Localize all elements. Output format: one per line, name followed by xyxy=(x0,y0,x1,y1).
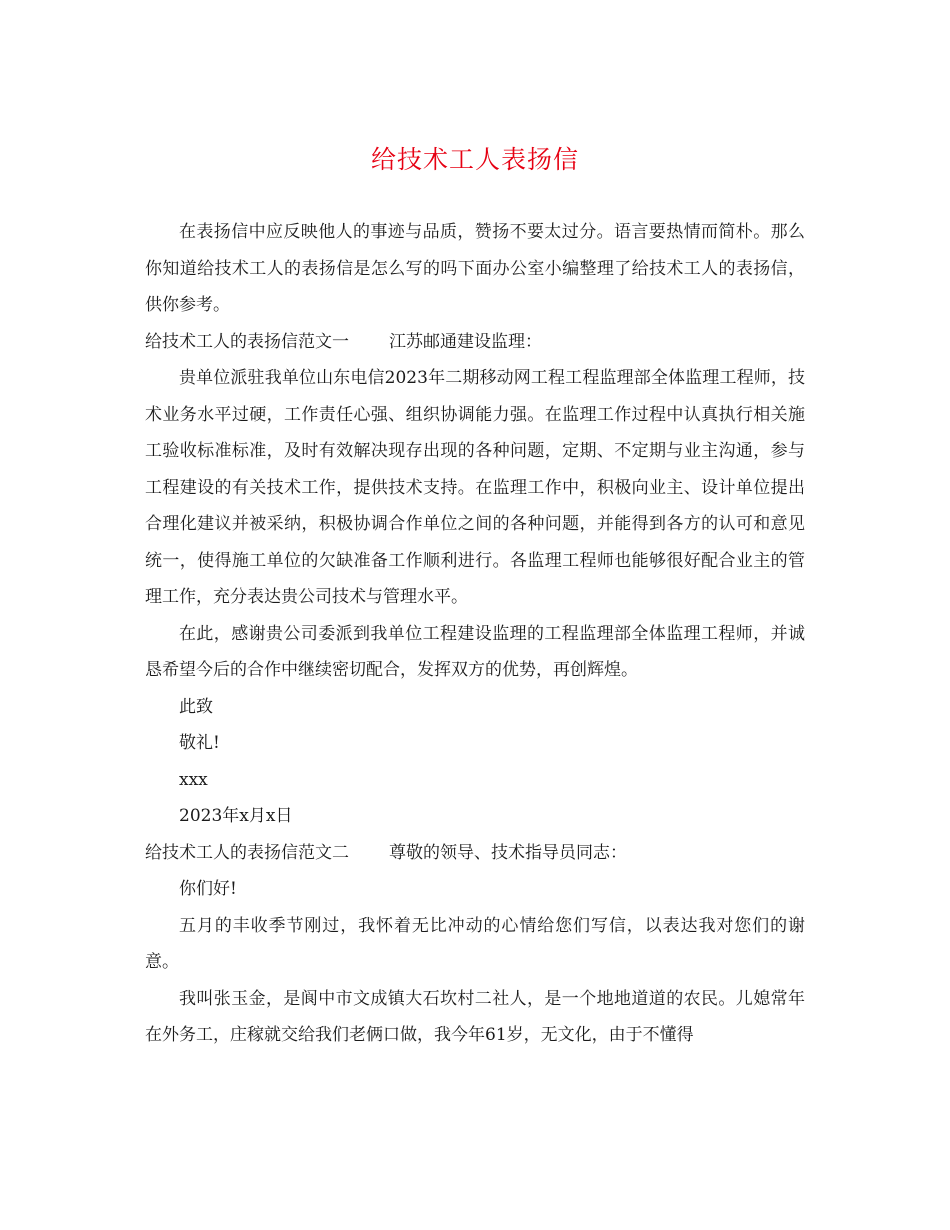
sample1-signature: xxx xyxy=(179,769,208,790)
intro-paragraph: 在表扬信中应反映他人的事迹与品质，赞扬不要太过分。语言要热情而简朴。那么你知道给技术工人的表扬信是怎么写的吗下面办公室小编整理了给技术工人的表扬信，供你参考。 xyxy=(145,222,805,315)
sample1-heading: 给技术工人的表扬信范文一 xyxy=(145,331,349,352)
sample2-heading: 给技术工人的表扬信范文二 xyxy=(145,842,349,863)
sample1-heading-line xyxy=(145,324,805,361)
sample2-addressee: 尊敬的领导、技术指导员同志： xyxy=(389,842,627,863)
sample1-closing-1: 此致 xyxy=(179,696,213,717)
document-body xyxy=(145,214,805,1054)
sample1-date: 2023年x月x日 xyxy=(179,806,293,826)
sample2-greeting: 你们好! xyxy=(179,879,237,899)
sample1-paragraph-2: 在此，感谢贵公司委派到我单位工程建设监理的工程监理部全体监理工程师，并诚恳希望今后的合作中继续密切配合，发挥双方的优势，再创辉煌。 xyxy=(145,623,805,680)
document-title: 给技术工人表扬信 xyxy=(370,145,579,174)
sample2-paragraph-2: 我叫张玉金，是阆中市文成镇大石坎村二社人，是一个地地道道的农民。儿媳常年在外务工，庄稼就交给我们老俩口做，我今年61岁，无文化，由于不懂得 xyxy=(145,988,805,1045)
sample2-heading-line xyxy=(145,835,805,872)
sample1-paragraph-1: 贵单位派驻我单位山东电信2023年二期移动网工程工程监理部全体监理工程师，技术业务水平过硬，工作责任心强、组织协调能力强。在监理工作过程中认真执行相关施工验收标准标准，及时有效解决现存出现的各种问题，定期、不定期与业主沟通，参与工程建设的有关技术工作，提供技术支持。在监理工作中，积极向业主、设计单位提出合理化建议并被采纳，积极协调合作单位之间的各种问题，并能得到各方的认可和意见统一，使得施工单位的欠缺准备工作顺利进行。各监理工程师也能够很好配合业主的管理工作，充分表达贵公司技术与管理水平。 xyxy=(145,368,805,607)
sample2-paragraph-1: 五月的丰收季节刚过，我怀着无比冲动的心情给您们写信，以表达我对您们的谢意。 xyxy=(145,915,805,972)
sample1-closing-2: 敬礼! xyxy=(179,733,220,753)
sample1-addressee: 江苏邮通建设监理： xyxy=(389,331,542,352)
